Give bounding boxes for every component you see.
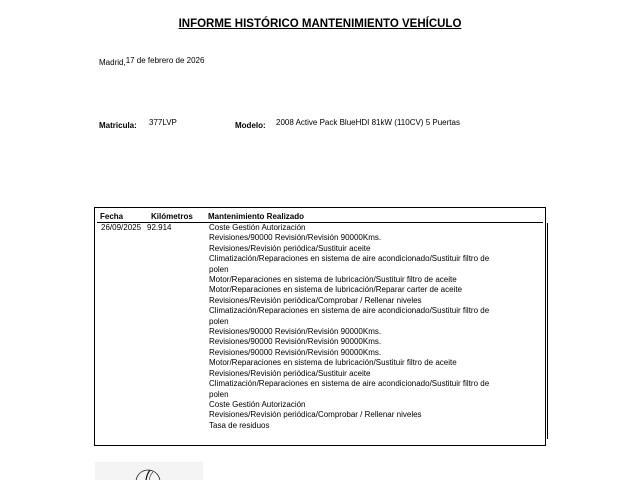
report-title-text: INFORME HISTÓRICO MANTENIMIENTO VEHÍCULO (178, 18, 462, 30)
plate-label: Matricula: (99, 121, 137, 130)
report-date-line (99, 56, 204, 65)
plate-value: 377LVP (149, 118, 177, 127)
maintenance-item: polen (209, 316, 229, 326)
maintenance-item: Revisiones/90000 Revisión/Revisión 90000Kms. (209, 337, 382, 347)
maintenance-item: Revisiones/Revisión periódica/Sustituir aceite (209, 368, 371, 378)
maintenance-item: Revisiones/90000 Revisión/Revisión 90000Kms. (209, 347, 382, 357)
model-label: Modelo: (235, 121, 266, 130)
maintenance-item: Motor/Reparaciones en sistema de lubricación/Sustituir filtro de aceite (209, 358, 457, 368)
maintenance-item: Revisiones/90000 Revisión/Revisión 90000Kms. (209, 233, 382, 243)
maintenance-item: Tasa de residuos (209, 420, 270, 430)
maintenance-item: polen (209, 389, 229, 399)
maintenance-item: Climatización/Reparaciones en sistema de aire acondicionado/Sustituir filtro de (209, 254, 490, 264)
maintenance-item: Climatización/Reparaciones en sistema de aire acondicionado/Sustituir filtro de (209, 379, 490, 389)
column-header-maintenance: Mantenimiento Realizado (208, 212, 305, 221)
column-header-date: Fecha (100, 212, 124, 221)
row-date: 26/09/2025 (101, 223, 142, 232)
table-inner-divider (547, 223, 548, 439)
maintenance-item: Revisiones/Revisión periódica/Comprobar / Rellenar niveles (209, 410, 422, 420)
brand-logo (95, 462, 203, 480)
maintenance-item: Motor/Reparaciones en sistema de lubricación/Reparar carter de aceite (209, 285, 463, 295)
maintenance-item: polen (209, 264, 229, 274)
row-km: 92.914 (147, 223, 172, 232)
report-city: Madrid, (99, 58, 126, 67)
report-date: 17 de febrero de 2026 (125, 56, 205, 65)
maintenance-item: Coste Gestión Autorización (209, 223, 306, 232)
model-value: 2008 Active Pack BlueHDI 81kW (110CV) 5 Puertas (276, 118, 460, 127)
maintenance-item: Revisiones/Revisión periódica/Sustituir aceite (209, 243, 371, 253)
maintenance-item: Climatización/Reparaciones en sistema de aire acondicionado/Sustituir filtro de (209, 306, 490, 316)
maintenance-item: Coste Gestión Autorización (209, 399, 306, 409)
maintenance-table (94, 207, 546, 446)
report-title (0, 18, 640, 30)
column-header-km: Kilómetros (151, 212, 193, 221)
maintenance-item: Motor/Reparaciones en sistema de lubricación/Sustituir filtro de aceite (209, 275, 457, 285)
maintenance-items-list (209, 223, 499, 431)
maintenance-item: Revisiones/90000 Revisión/Revisión 90000Kms. (209, 327, 382, 337)
brand-logo-icon (95, 462, 203, 480)
maintenance-item: Revisiones/Revisión periódica/Comprobar / Rellenar niveles (209, 295, 422, 305)
